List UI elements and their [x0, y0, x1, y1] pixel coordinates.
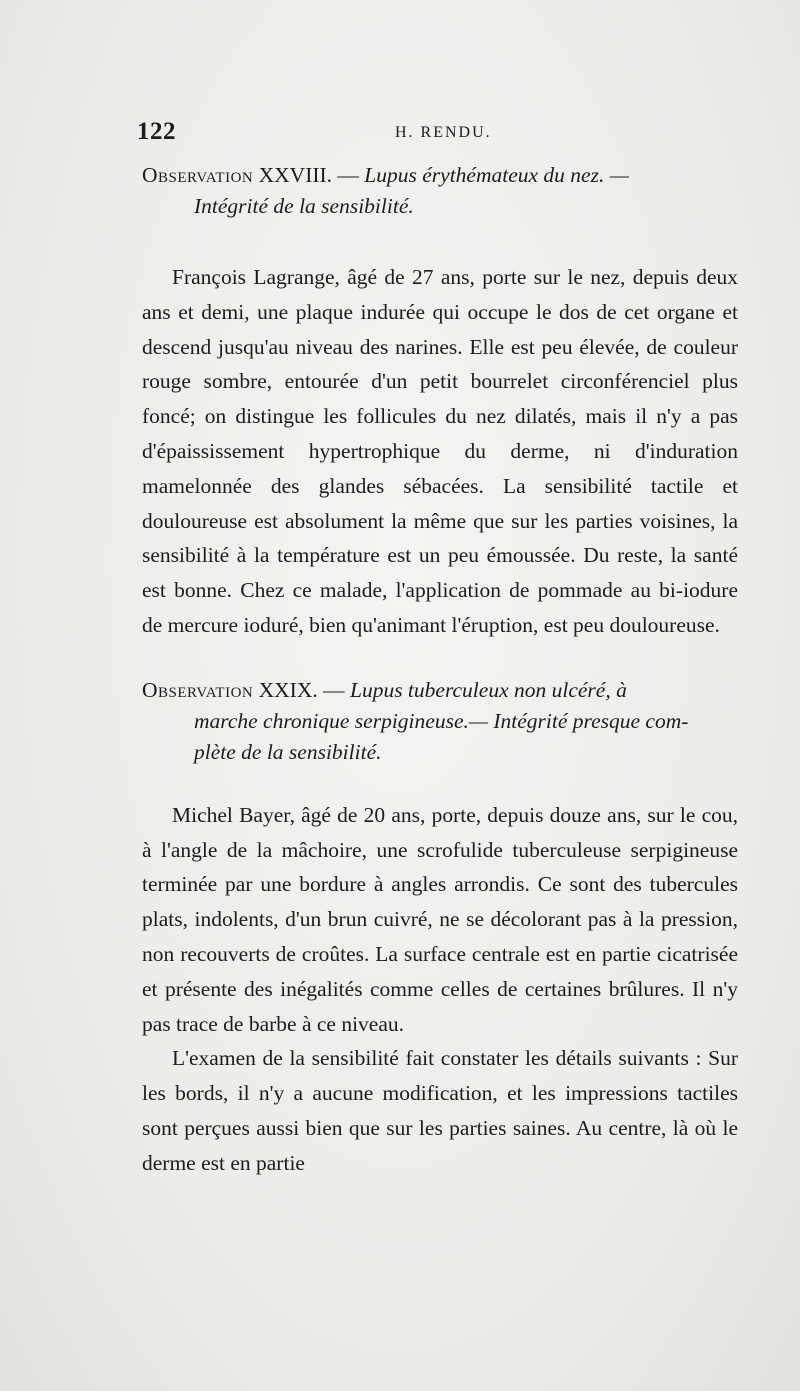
observation-29-paragraph-2: L'examen de la sensibilité fait constater les détails suivants : Sur les bords, il n'y a aucune modification, et les impressions tactiles sont perçues aussi bien que sur les parties saines. Au centre, là où le derme est en partie [142, 1046, 738, 1175]
observation-28-heading [142, 160, 738, 222]
observation-29-paragraph-1: Michel Bayer, âgé de 20 ans, porte, depuis douze ans, sur le cou, à l'angle de la mâchoire, une scrofulide tuberculeuse serpigineuse terminée par une bordure à angles arrondis. Ce sont des tubercules plats, indolents, d'un brun cuivré, ne se décolorant pas à la pression, non recouverts de croûtes. La surface centrale est en partie cicatrisée et présente des inégalités comme celles de certaines brûlures. Il n'y pas trace de barbe à ce niveau. [142, 802, 738, 1036]
observation-label: Observation [142, 677, 254, 702]
page-number: 122 [137, 118, 176, 145]
observation-title-line-1: Lupus tuberculeux non ulcéré, à [349, 677, 627, 702]
observation-28-paragraph: François Lagrange, âgé de 27 ans, porte sur le nez, depuis deux ans et demi, une plaque indurée qui occupe le dos de cet organe et descend jusqu'au niveau des narines. Elle est peu élevée, de couleur rouge sombre, entourée d'un petit bourrelet circonférenciel plus foncé; on distingue les follicules du nez dilatés, mais il n'y a pas d'épaississement hypertrophique du derme, ni d'induration mamelonnée des glandes sébacées. La sensibilité tactile et douloureuse est absolument la même que sur les parties voisines, la sensibilité à la température est un peu émoussée. Du reste, la santé est bonne. Chez ce malade, l'application de pommade au bi-iodure de mercure ioduré, bien qu'animant l'éruption, est peu douloureuse. [142, 265, 738, 637]
page-header [137, 118, 737, 148]
observation-label: Observation [142, 163, 254, 187]
observation-title-line-1: Lupus érythémateux du nez. — [364, 163, 629, 187]
dash: — [337, 163, 359, 187]
observation-number: XXVIII. [258, 163, 333, 187]
observation-title-line-2: Intégrité de la sensibilité. [194, 194, 414, 218]
dash: — [323, 677, 345, 702]
observation-number: XXIX. [258, 677, 318, 702]
running-head: H. RENDU. [395, 124, 492, 141]
observation-title-line-2: marche chronique serpigineuse.— Intégrité presque com- [194, 708, 689, 733]
observation-title-line-3: plète de la sensibilité. [194, 739, 382, 764]
observation-29-heading [142, 675, 738, 768]
page-body [142, 160, 738, 1181]
